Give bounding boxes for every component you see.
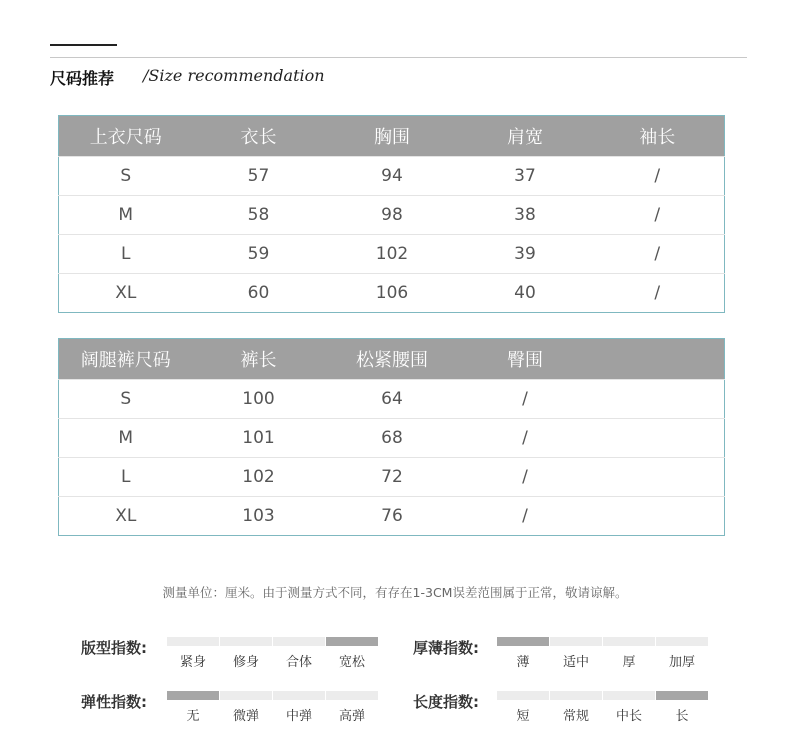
table-cell: 76 — [325, 497, 460, 536]
table-cell — [591, 497, 725, 536]
scale-label: 宽松 — [338, 655, 365, 670]
table-row — [59, 157, 725, 196]
thickness-index-label: 厚薄指数: — [413, 639, 479, 657]
table-cell: / — [591, 157, 725, 196]
table-cell: L — [59, 458, 193, 497]
header-cell: 阔腿裤尺码 — [59, 339, 193, 380]
table-cell: 101 — [193, 419, 325, 458]
scale-segment — [603, 637, 655, 670]
table-cell: 94 — [325, 157, 460, 196]
elasticity-index-scale — [167, 691, 379, 724]
scale-segment — [656, 637, 708, 670]
scale-bar — [273, 691, 325, 700]
scale-bar — [326, 691, 378, 700]
scale-label: 紧身 — [179, 655, 206, 670]
scale-label: 长 — [675, 709, 689, 724]
scale-bar — [273, 637, 325, 646]
table-cell: 68 — [325, 419, 460, 458]
table-cell: / — [591, 235, 725, 274]
length-index-label: 长度指数: — [413, 693, 479, 711]
header-cell — [591, 339, 725, 380]
scale-segment — [326, 637, 378, 670]
header-cell: 胸围 — [325, 116, 460, 157]
scale-bar — [326, 637, 378, 646]
table-cell: 37 — [460, 157, 591, 196]
scale-segment — [220, 691, 272, 724]
scale-label: 薄 — [516, 655, 530, 670]
table-cell: 100 — [193, 380, 325, 419]
scale-bar — [220, 691, 272, 700]
scale-bar — [497, 637, 549, 646]
table-cell: XL — [59, 497, 193, 536]
length-index-scale — [497, 691, 709, 724]
table-cell: 102 — [193, 458, 325, 497]
table-cell — [591, 419, 725, 458]
table-row — [59, 274, 725, 313]
table-cell: / — [591, 274, 725, 313]
table-header-row — [59, 339, 725, 380]
scale-segment — [167, 637, 219, 670]
table-cell: 59 — [193, 235, 325, 274]
scale-label: 适中 — [562, 655, 589, 670]
table-row — [59, 419, 725, 458]
measurement-note: 测量单位：厘米。由于测量方式不同，有存在1-3CM误差范围属于正常，敬请谅解。 — [162, 585, 628, 600]
table-cell: 58 — [193, 196, 325, 235]
header-cell: 松紧腰围 — [325, 339, 460, 380]
scale-label: 中弹 — [285, 709, 312, 724]
table-row — [59, 458, 725, 497]
scale-bar — [603, 691, 655, 700]
table-header-row — [59, 116, 725, 157]
scale-label: 中长 — [615, 709, 642, 724]
scale-segment — [656, 691, 708, 724]
scale-segment — [326, 691, 378, 724]
table-cell — [591, 380, 725, 419]
title-accent-bar — [50, 44, 117, 46]
scale-bar — [656, 637, 708, 646]
table-row — [59, 235, 725, 274]
scale-bar — [167, 691, 219, 700]
scale-bar — [550, 637, 602, 646]
scale-segment — [603, 691, 655, 724]
table-cell: S — [59, 380, 193, 419]
scale-label: 无 — [186, 709, 200, 724]
scale-segment — [273, 637, 325, 670]
pants-size-table — [58, 338, 725, 536]
header-cell: 臀围 — [460, 339, 591, 380]
scale-label: 微弹 — [232, 709, 259, 724]
table-cell: XL — [59, 274, 193, 313]
scale-bar — [167, 637, 219, 646]
table-cell: / — [460, 497, 591, 536]
fit-index-label: 版型指数: — [81, 639, 147, 657]
scale-label: 短 — [516, 709, 530, 724]
elasticity-index-label: 弹性指数: — [81, 693, 147, 711]
table-row — [59, 380, 725, 419]
table-cell: M — [59, 196, 193, 235]
header-cell: 肩宽 — [460, 116, 591, 157]
table-cell: 39 — [460, 235, 591, 274]
table-cell: 98 — [325, 196, 460, 235]
table-cell: 103 — [193, 497, 325, 536]
fit-index-scale — [167, 637, 379, 670]
scale-segment — [497, 637, 549, 670]
scale-segment — [167, 691, 219, 724]
scale-segment — [273, 691, 325, 724]
scale-segment — [550, 637, 602, 670]
scale-label: 高弹 — [338, 709, 365, 724]
table-cell: 64 — [325, 380, 460, 419]
table-cell: 38 — [460, 196, 591, 235]
table-cell: 72 — [325, 458, 460, 497]
scale-label: 厚 — [622, 655, 636, 670]
scale-segment — [550, 691, 602, 724]
scale-label: 修身 — [232, 655, 259, 670]
table-cell: 106 — [325, 274, 460, 313]
top-size-table — [58, 115, 725, 313]
scale-label: 合体 — [285, 655, 312, 670]
table-cell: / — [460, 419, 591, 458]
thickness-index-scale — [497, 637, 709, 670]
scale-bar — [220, 637, 272, 646]
scale-segment — [497, 691, 549, 724]
scale-bar — [497, 691, 549, 700]
table-cell: / — [591, 196, 725, 235]
header-cell: 袖长 — [591, 116, 725, 157]
table-cell — [591, 458, 725, 497]
scale-label: 常规 — [562, 709, 589, 724]
header-cell: 裤长 — [193, 339, 325, 380]
title-divider — [50, 57, 747, 58]
table-cell: L — [59, 235, 193, 274]
table-cell: 57 — [193, 157, 325, 196]
scale-bar — [550, 691, 602, 700]
section-title: 尺码推荐 — [50, 69, 115, 88]
table-row — [59, 196, 725, 235]
scale-segment — [220, 637, 272, 670]
table-cell: / — [460, 380, 591, 419]
table-cell: / — [460, 458, 591, 497]
scale-bar — [603, 637, 655, 646]
header-cell: 上衣尺码 — [59, 116, 193, 157]
scale-label: 加厚 — [668, 655, 695, 670]
table-row — [59, 497, 725, 536]
scale-bar — [656, 691, 708, 700]
section-subtitle: /Size recommendation — [143, 66, 325, 85]
table-cell: 102 — [325, 235, 460, 274]
table-cell: 40 — [460, 274, 591, 313]
table-cell: M — [59, 419, 193, 458]
table-cell: S — [59, 157, 193, 196]
header-cell: 衣长 — [193, 116, 325, 157]
table-cell: 60 — [193, 274, 325, 313]
